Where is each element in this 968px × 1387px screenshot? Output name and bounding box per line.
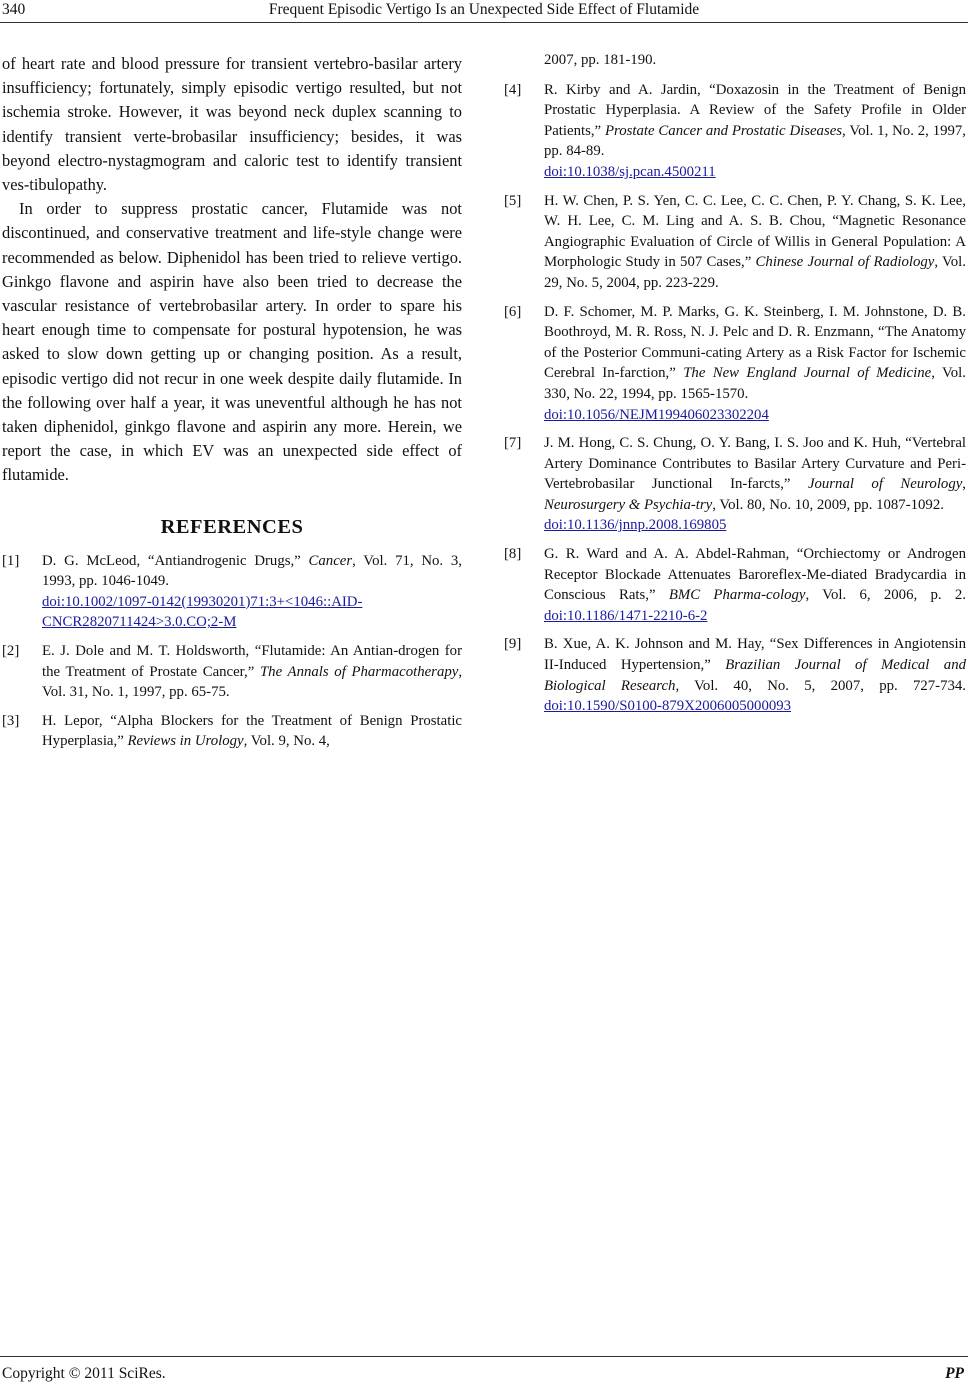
doi-link[interactable]: doi:10.1136/jnnp.2008.169805 bbox=[544, 517, 727, 534]
journal-name: Chinese Journal of Radiology bbox=[755, 254, 935, 271]
reference-number: [7] bbox=[504, 435, 522, 452]
doi-link[interactable]: doi:10.1002/1097-0142(19930201)71:3+<1046::AID-CNCR2820711424>3.0.CO;2-M bbox=[42, 593, 363, 631]
journal-name: The Annals of Pharmacotherapy bbox=[259, 663, 459, 680]
reference-6: [6] D. F. Schomer, M. P. Marks, G. K. Steinberg, I. M. Johnstone, D. B. Boothroyd, M. R. Ross, N. J. Pelc and D. R. Enzmann, “The Anatomy of the Posterior Communi-cating Artery as a Risk Factor for Ischemic Cerebral In-farction,” The New England Journal of Medicine, Vol. 330, No. 22, 1994, pp. 1565-1570. doi:10.1056/NEJM199406023302204 bbox=[504, 302, 966, 426]
references-heading: REFERENCES bbox=[160, 515, 304, 538]
reference-2: [2] E. J. Dole and M. T. Holdsworth, “Flutamide: An Antian-drogen for the Treatment of Prostate Cancer,” The Annals of Pharmacotherapy, Vol. 31, No. 1, 1997, pp. 65-75. bbox=[2, 643, 463, 701]
journal-name: Journal of Neurology bbox=[807, 476, 963, 493]
reference-1: [1] D. G. McLeod, “Antiandrogenic Drugs,” Cancer, Vol. 71, No. 3, 1993, pp. 1046-1049. doi:10.1002/1097-0142(19930201)71:3+<1046::AID-CNCR2820711424>3.0.CO;2-M bbox=[2, 551, 462, 633]
journal-name: BMC Pharma-cology bbox=[668, 587, 806, 604]
journal-name: Neurosurgery & Psychia-try bbox=[544, 496, 713, 513]
page-number: 340 bbox=[2, 1, 26, 18]
journal-name: Prostate Cancer and Prostatic Diseases bbox=[604, 122, 843, 139]
reference-9: [9] B. Xue, A. K. Johnson and M. Hay, “Sex Differences in Angiotensin II-Induced Hypertension,” Brazilian Journal of Medical and Biological Research, Vol. 40, No. 5, 2007, pp. 727-734. doi:10.1590/S0100-879X2006005000093 bbox=[504, 636, 966, 715]
reference-8: [8] G. R. Ward and A. A. Abdel-Rahman, “Orchiectomy or Androgen Receptor Blockade Attenuates Baroreflex-Me-diated Bradycardia in Conscious Rats,” BMC Pharma-cology, Vol. 6, 2006, p. 2. doi:10.1186/1471-2210-6-2 bbox=[504, 546, 966, 624]
reference-7: [7] J. M. Hong, C. S. Chung, O. Y. Bang, I. S. Joo and K. Huh, “Vertebral Artery Dominance Contributes to Basilar Artery Curvature and Peri-Vertebrobasilar Junctional In-farcts,” Journal of Neurology, Neurosurgery & Psychia-try, Vol. 80, No. 10, 2009, pp. 1087-1092. doi:10.1136/jnnp.2008.169805 bbox=[504, 433, 966, 536]
reference-number: [4] bbox=[504, 81, 522, 98]
left-column bbox=[2, 52, 462, 760]
doi-link[interactable]: doi:10.1056/NEJM199406023302204 bbox=[544, 406, 769, 423]
reference-number: [3] bbox=[2, 712, 20, 729]
journal-name: The New England Journal of Medicine bbox=[683, 365, 932, 382]
journal-abbreviation: PP bbox=[945, 1365, 964, 1382]
reference-number: [8] bbox=[504, 546, 522, 563]
page-header bbox=[0, 0, 968, 23]
doi-link[interactable]: doi:10.1038/sj.pcan.4500211 bbox=[544, 163, 716, 180]
reference-3-continuation: 2007, pp. 181-190. bbox=[544, 52, 657, 68]
journal-name: Cancer bbox=[308, 552, 353, 569]
running-title: Frequent Episodic Vertigo Is an Unexpected Side Effect of Flutamide bbox=[268, 1, 700, 18]
reference-number: [9] bbox=[504, 636, 522, 653]
reference-number: [2] bbox=[2, 643, 20, 660]
page-footer bbox=[0, 1356, 968, 1387]
reference-number: [1] bbox=[2, 552, 20, 569]
reference-3: [3] H. Lepor, “Alpha Blockers for the Treatment of Benign Prostatic Hyperplasia,” Reviews in Urology, Vol. 9, No. 4, bbox=[2, 712, 462, 750]
body-paragraph-2: In order to suppress prostatic cancer, Flutamide was not discontinued, and conservative treatment and life-style change were recommended as below. Diphenidol has been tried to relieve vertigo. Ginkgo flavone and aspirin have also been tried to decrease the vascular resistance of vertebrobasilar artery. In order to spare his heart enough time to compensate for postural hypotension, he was asked to slow down getting up or changing position. As a result, episodic vertigo did not recur in one week despite daily flutamide. In the following over half a year, it was uneventful although he has not taken diphenidol, ginkgo flavone and aspirin any more. Herein, we report the case, in which EV was an unexpected side effect of flutamide. bbox=[2, 199, 462, 485]
right-column bbox=[504, 50, 966, 725]
journal-name: Brazilian Journal of Medical and Biological Research bbox=[544, 657, 966, 694]
doi-link[interactable]: doi:10.1590/S0100-879X2006005000093 bbox=[544, 698, 792, 715]
reference-number: [6] bbox=[504, 303, 522, 320]
reference-5: [5] H. W. Chen, P. S. Yen, C. C. Lee, C. C. Chen, P. Y. Chang, S. K. Lee, W. H. Lee, C. M. Ling and A. S. B. Chou, “Magnetic Resonance Angiographic Evaluation of Circle of Willis in General Population: A Morphologic Study in 507 Cases,” Chinese Journal of Radiology, Vol. 29, No. 5, 2004, pp. 223-229. bbox=[504, 192, 966, 291]
reference-number: [5] bbox=[504, 192, 522, 209]
doi-link[interactable]: doi:10.1186/1471-2210-6-2 bbox=[544, 607, 708, 624]
reference-4: [4] R. Kirby and A. Jardin, “Doxazosin in the Treatment of Benign Prostatic Hyperplasia. A Review of the Safety Profile in Older Patients,” Prostate Cancer and Prostatic Diseases, Vol. 1, No. 2, 1997, pp. 84-89. doi:10.1038/sj.pcan.4500211 bbox=[504, 80, 966, 183]
journal-name: Reviews in Urology bbox=[127, 733, 244, 750]
copyright-notice: Copyright © 2011 SciRes. bbox=[2, 1365, 166, 1382]
body-paragraph-1: of heart rate and blood pressure for transient vertebro-basilar artery insufficiency; fortunately, simply episodic vertigo resulted, but not ischemia stroke. However, it was beyond neck duplex scanning to identify transient verte-brobasilar insufficiency; besides, it was beyond electro-nystagmogram and caloric test to identify transient ves-tibulopathy. bbox=[2, 54, 462, 195]
